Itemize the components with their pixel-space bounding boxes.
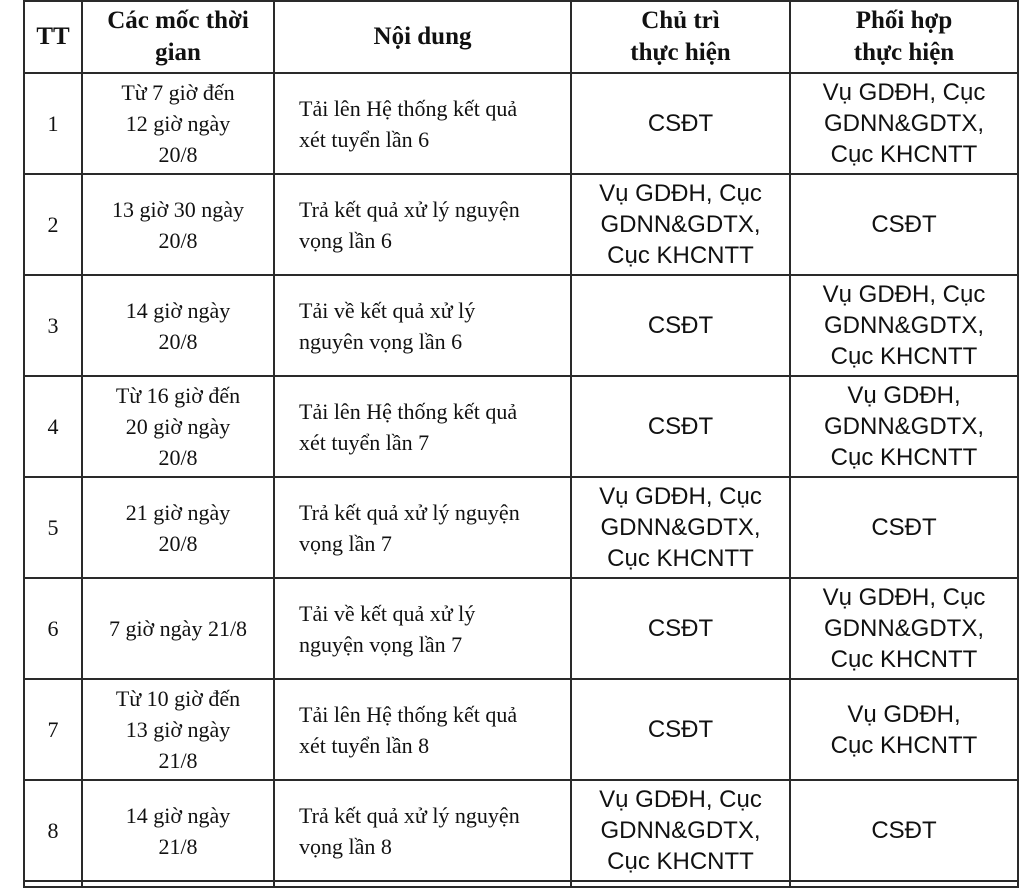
header-time-line: gian	[155, 39, 201, 66]
cell-time-line: 20/8	[158, 142, 198, 167]
cell-tt: 6	[24, 578, 82, 679]
table-row	[24, 73, 1018, 174]
cell-coord	[790, 780, 1018, 881]
cell-partial	[274, 881, 571, 887]
cell-lead	[571, 477, 790, 578]
cell-lead	[571, 780, 790, 881]
cell-lead	[571, 174, 790, 275]
cell-time-line: 14 giờ ngày	[125, 802, 231, 828]
table-row	[24, 679, 1018, 780]
cell-time-line: 7 giờ ngày 21/8	[108, 616, 248, 641]
cell-content-line: vọng lần 7	[299, 530, 392, 556]
cell-coord	[790, 578, 1018, 679]
cell-coord	[790, 679, 1018, 780]
cell-lead-line: Vụ GDĐH, Cục	[599, 786, 762, 813]
cell-lead	[571, 73, 790, 174]
cell-lead	[571, 679, 790, 780]
cell-coord-line: Vụ GDĐH, Cục	[822, 584, 986, 611]
cell-coord-line: Vụ GDĐH,	[847, 700, 961, 728]
cell-time-line: 21 giờ ngày	[125, 499, 231, 525]
cell-tt: 3	[24, 275, 82, 376]
cell-tt: 7	[24, 679, 82, 780]
cell-time-line: 20/8	[158, 445, 198, 470]
cell-coord-line: CSĐT	[871, 211, 937, 238]
table-row	[24, 275, 1018, 376]
cell-lead-line: CSĐT	[647, 110, 714, 137]
cell-time-line: 14 giờ ngày	[125, 297, 231, 323]
cell-time-line: Từ 16 giờ đến	[115, 383, 241, 408]
cell-lead	[571, 275, 790, 376]
table-row-partial	[24, 881, 1018, 887]
cell-coord-line: Vụ GDĐH, Cục	[822, 79, 986, 106]
cell-coord-line: Cục KHCNTT	[830, 731, 978, 759]
header-content: Nội dung	[274, 1, 571, 73]
table-row	[24, 477, 1018, 578]
cell-coord-line: CSĐT	[871, 817, 937, 844]
header-lead	[571, 1, 790, 73]
cell-lead-line: CSĐT	[647, 413, 714, 440]
cell-content	[274, 780, 571, 881]
cell-time	[82, 376, 274, 477]
cell-time	[82, 174, 274, 275]
cell-lead-line: GDNN&GDTX,	[600, 514, 761, 541]
cell-lead	[571, 578, 790, 679]
cell-content-line: Tải về kết quả xử lý	[299, 297, 476, 323]
cell-content	[274, 275, 571, 376]
cell-content-line: Tải lên Hệ thống kết quả	[299, 701, 518, 727]
cell-content	[274, 174, 571, 275]
cell-content-line: Tải lên Hệ thống kết quả	[299, 398, 518, 424]
cell-time	[82, 477, 274, 578]
cell-partial	[24, 881, 82, 887]
cell-lead-line: Vụ GDĐH, Cục	[599, 180, 762, 207]
cell-content-line: Tải lên Hệ thống kết quả	[299, 95, 518, 121]
cell-content	[274, 578, 571, 679]
header-coord-line: thực hiện	[853, 39, 955, 66]
header-time	[82, 1, 274, 73]
cell-lead-line: GDNN&GDTX,	[600, 817, 761, 844]
cell-lead-line: Cục KHCNTT	[607, 242, 754, 269]
cell-tt: 4	[24, 376, 82, 477]
cell-content-line: vọng lần 8	[299, 833, 392, 859]
header-coord	[790, 1, 1018, 73]
table-row	[24, 780, 1018, 881]
table-row	[24, 174, 1018, 275]
cell-time-line: 20/8	[158, 227, 198, 253]
cell-tt: 5	[24, 477, 82, 578]
cell-content	[274, 376, 571, 477]
cell-time	[82, 578, 274, 679]
header-time-line: Các mốc thời	[107, 7, 249, 34]
cell-partial	[571, 881, 790, 887]
cell-lead-line: CSĐT	[647, 716, 714, 743]
cell-coord-line: Cục KHCNTT	[830, 646, 978, 673]
cell-tt: 8	[24, 780, 82, 881]
cell-content	[274, 477, 571, 578]
header-lead-line: thực hiện	[630, 39, 731, 66]
cell-time	[82, 275, 274, 376]
cell-coord-line: Cục KHCNTT	[830, 444, 978, 471]
cell-content-line: xét tuyển lần 7	[299, 429, 430, 455]
cell-lead-line: CSĐT	[647, 615, 714, 642]
cell-content	[274, 679, 571, 780]
cell-content-line: xét tuyển lần 6	[299, 126, 430, 152]
cell-content-line: Trả kết quả xử lý nguyện	[299, 196, 520, 222]
cell-coord-line: Cục KHCNTT	[830, 343, 978, 370]
cell-time	[82, 679, 274, 780]
cell-time-line: 20/8	[158, 530, 198, 556]
cell-coord-line: CSĐT	[871, 514, 937, 541]
cell-coord	[790, 174, 1018, 275]
cell-content-line: Trả kết quả xử lý nguyện	[299, 802, 520, 828]
cell-lead-line: Cục KHCNTT	[607, 848, 754, 875]
cell-content	[274, 73, 571, 174]
cell-coord-line: GDNN&GDTX,	[823, 312, 984, 339]
cell-time-line: Từ 10 giờ đến	[115, 686, 241, 711]
cell-time-line: 12 giờ ngày	[125, 111, 231, 136]
cell-coord	[790, 275, 1018, 376]
cell-coord	[790, 477, 1018, 578]
header-lead-line: Chủ trì	[641, 7, 720, 34]
cell-time-line: 21/8	[158, 748, 198, 773]
cell-coord-line: Cục KHCNTT	[830, 141, 978, 168]
cell-content-line: vọng lần 6	[299, 227, 392, 253]
cell-coord-line: GDNN&GDTX,	[823, 110, 984, 137]
header-row	[24, 1, 1018, 73]
cell-time-line: 13 giờ ngày	[125, 717, 231, 742]
cell-time-line: 20 giờ ngày	[125, 414, 231, 439]
cell-content-line: nguyện vọng lần 7	[299, 631, 463, 657]
cell-content-line: nguyên vọng lần 6	[299, 328, 463, 354]
cell-tt: 2	[24, 174, 82, 275]
header-coord-line: Phối hợp	[855, 7, 953, 34]
table-row	[24, 578, 1018, 679]
cell-time	[82, 73, 274, 174]
cell-tt: 1	[24, 73, 82, 174]
cell-coord-line: GDNN&GDTX,	[823, 413, 984, 440]
cell-lead	[571, 376, 790, 477]
cell-partial	[82, 881, 274, 887]
cell-lead-line: CSĐT	[647, 312, 714, 339]
cell-lead-line: GDNN&GDTX,	[600, 211, 761, 238]
cell-coord-line: Vụ GDĐH, Cục	[822, 281, 986, 308]
header-tt: TT	[24, 1, 82, 73]
cell-coord-line: Vụ GDĐH,	[847, 382, 961, 409]
cell-content-line: Tải về kết quả xử lý	[299, 600, 476, 626]
cell-lead-line: Vụ GDĐH, Cục	[599, 483, 762, 510]
table-row	[24, 376, 1018, 477]
schedule-table	[23, 0, 1019, 888]
cell-time	[82, 780, 274, 881]
cell-time-line: 13 giờ 30 ngày	[111, 196, 244, 222]
cell-time-line: 20/8	[158, 328, 198, 354]
cell-content-line: xét tuyển lần 8	[299, 732, 430, 758]
cell-partial	[790, 881, 1018, 887]
cell-coord	[790, 73, 1018, 174]
cell-time-line: Từ 7 giờ đến	[121, 80, 235, 105]
cell-lead-line: Cục KHCNTT	[607, 545, 754, 572]
cell-coord-line: GDNN&GDTX,	[823, 615, 984, 642]
cell-coord	[790, 376, 1018, 477]
cell-time-line: 21/8	[158, 833, 198, 859]
cell-content-line: Trả kết quả xử lý nguyện	[299, 499, 520, 525]
